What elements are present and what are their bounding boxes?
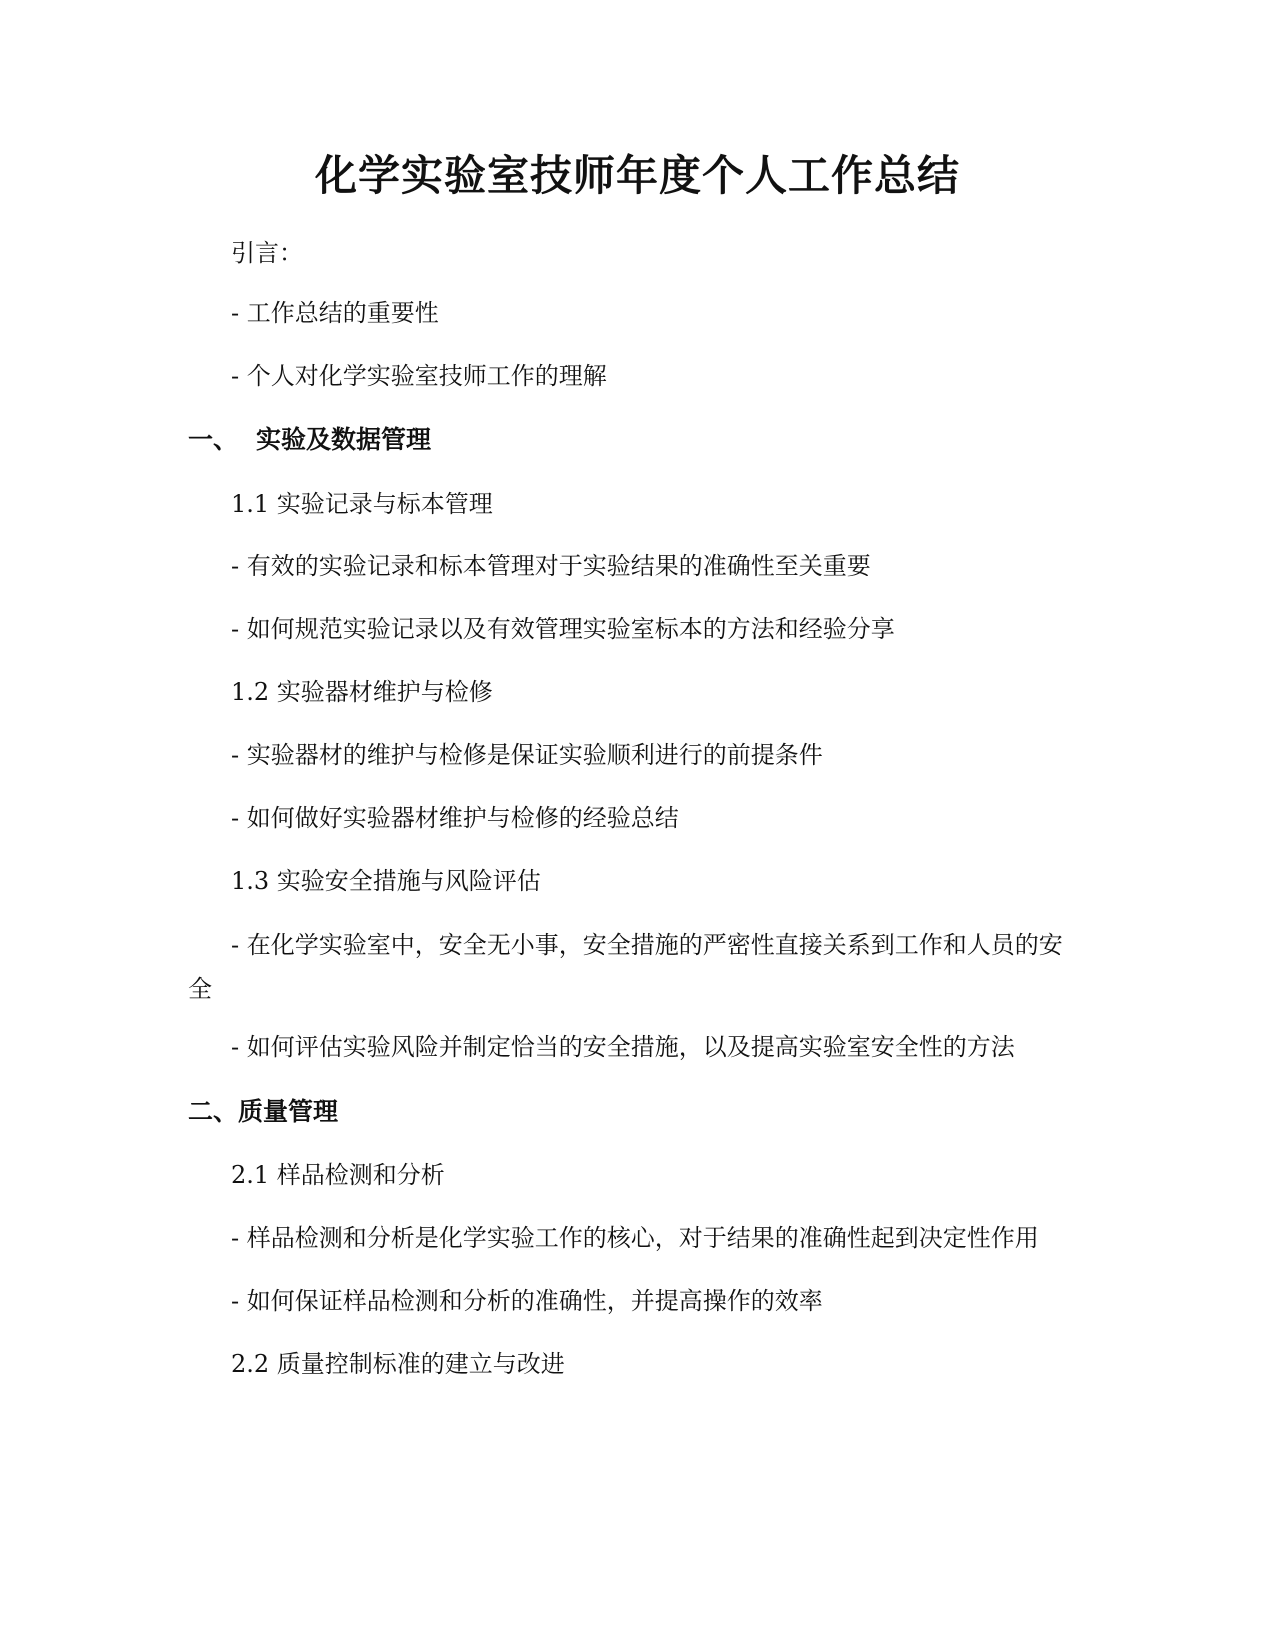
intro-point-1: - 工作总结的重要性 [231, 299, 439, 327]
subsection-1-2-heading: 1.2 实验器材维护与检修 [231, 678, 493, 706]
subsection-1-1-point-1: - 有效的实验记录和标本管理对于实验结果的准确性至关重要 [231, 552, 871, 580]
subsection-2-1-heading: 2.1 样品检测和分析 [231, 1161, 445, 1189]
section-2-heading [188, 1095, 338, 1129]
subsection-1-2-point-1: - 实验器材的维护与检修是保证实验顺利进行的前提条件 [231, 741, 823, 769]
subsection-1-1-heading: 1.1 实验记录与标本管理 [231, 490, 493, 518]
intro-point-2: - 个人对化学实验室技师工作的理解 [231, 362, 607, 390]
section-2-title: 质量管理 [238, 1097, 339, 1126]
section-1-number: 一、 [188, 425, 239, 454]
subsection-1-3-point-1: - 在化学实验室中，安全无小事，安全措施的严密性直接关系到工作和人员的安全 [188, 931, 1063, 1003]
section-1-title: 实验及数据管理 [256, 425, 432, 454]
document-title: 化学实验室技师年度个人工作总结 [314, 151, 960, 200]
subsection-2-1-point-2: - 如何保证样品检测和分析的准确性，并提高操作的效率 [231, 1287, 823, 1315]
subsection-1-2-point-2: - 如何做好实验器材维护与检修的经验总结 [231, 804, 679, 832]
subsection-1-1-point-2: - 如何规范实验记录以及有效管理实验室标本的方法和经验分享 [231, 615, 895, 643]
intro-label: 引言： [231, 239, 303, 267]
subsection-1-3-heading: 1.3 实验安全措施与风险评估 [231, 867, 541, 895]
section-1-heading [188, 423, 431, 457]
subsection-2-2-heading: 2.2 质量控制标准的建立与改进 [231, 1350, 565, 1378]
subsection-2-1-point-1: - 样品检测和分析是化学实验工作的核心，对于结果的准确性起到决定性作用 [231, 1224, 1039, 1252]
section-2-number: 二、 [188, 1097, 239, 1126]
subsection-1-3-point-2: - 如何评估实验风险并制定恰当的安全措施，以及提高实验室安全性的方法 [231, 1033, 1015, 1061]
